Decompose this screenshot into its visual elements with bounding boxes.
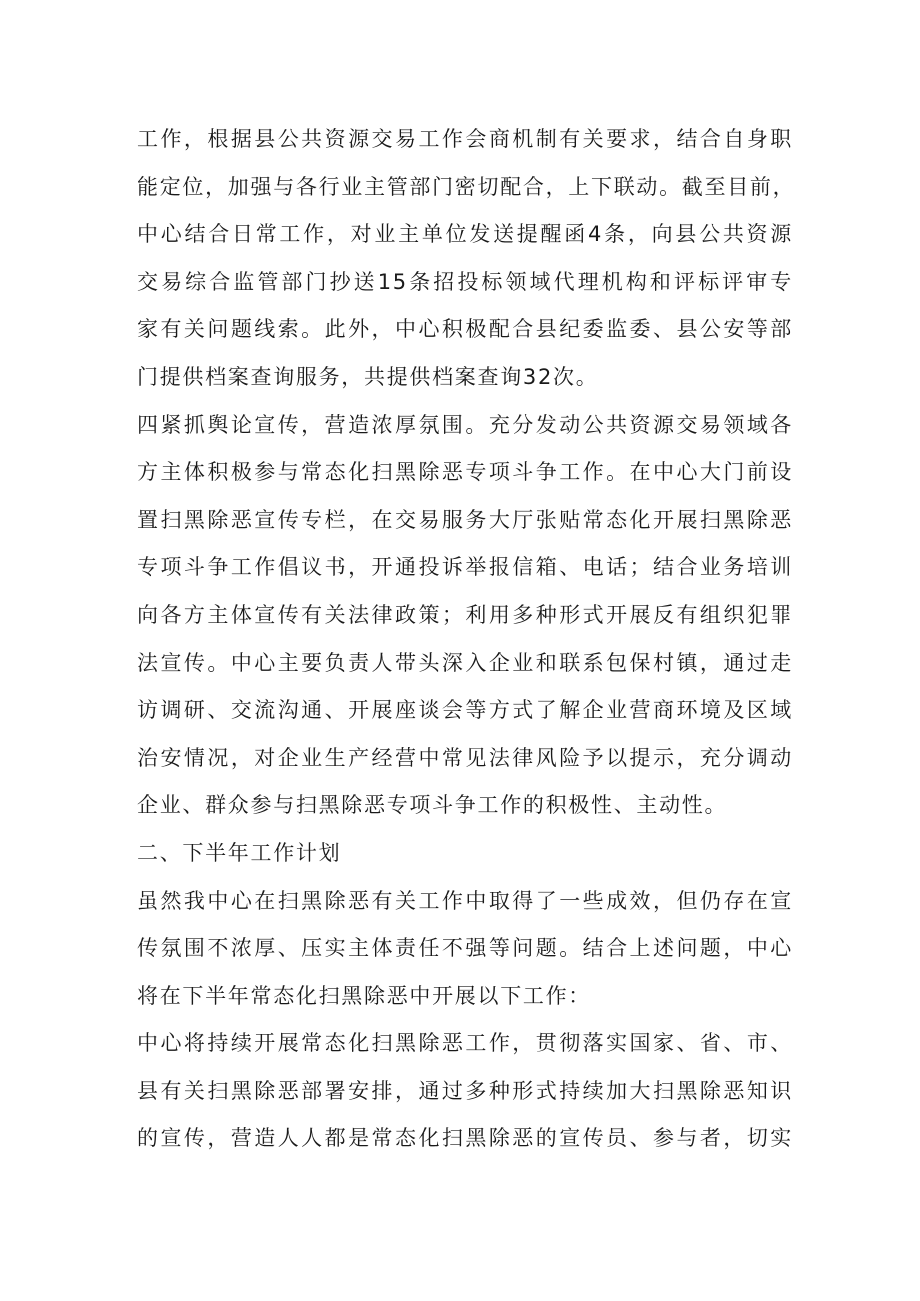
text-line: 家有关问题线索。此外，中心积极配合县纪委监委、县公安等部	[137, 317, 793, 342]
text-line: 四紧抓舆论宣传，营造浓厚氛围。充分发动公共资源交易领域各	[137, 412, 793, 437]
text-line: 治安情况，对企业生产经营中常见法律风险予以提示，充分调动	[137, 745, 793, 770]
paragraph-next-steps	[137, 1020, 793, 1163]
paragraph-cooperation	[137, 116, 796, 402]
text-line: 传氛围不浓厚、压实主体责任不强等问题。结合上述问题，中心	[137, 936, 793, 961]
text-line: 向各方主体宣传有关法律政策；利用多种形式开展反有组织犯罪	[137, 602, 793, 627]
text-line: 中心将持续开展常态化扫黑除恶工作，贯彻落实国家、省、市、	[137, 1031, 793, 1056]
paragraph-problems	[137, 878, 793, 1021]
section-heading: 二、下半年工作计划	[137, 840, 342, 865]
text-line: 交易综合监管部门抄送15条招投标领域代理机构和评标评审专	[137, 269, 793, 294]
text-line: 企业、群众参与扫黑除恶专项斗争工作的积极性、主动性。	[137, 793, 728, 818]
text-line: 能定位，加强与各行业主管部门密切配合，上下联动。截至目前，	[137, 174, 796, 199]
text-line: 法宣传。中心主要负责人带头深入企业和联系包保村镇，通过走	[137, 650, 793, 675]
text-line: 置扫黑除恶宣传专栏，在交易服务大厅张贴常态化开展扫黑除恶	[137, 507, 793, 532]
text-line: 的宣传，营造人人都是常态化扫黑除恶的宣传员、参与者，切实	[137, 1126, 793, 1151]
text-line: 中心结合日常工作，对业主单位发送提醒函4条，向县公共资源	[137, 222, 793, 247]
paragraph-publicity	[137, 402, 793, 830]
text-line: 门提供档案查询服务，共提供档案查询32次。	[137, 364, 599, 389]
text-line: 将在下半年常态化扫黑除恶中开展以下工作：	[137, 983, 591, 1008]
text-line: 访调研、交流沟通、开展座谈会等方式了解企业营商环境及区域	[137, 698, 793, 723]
text-line: 工作，根据县公共资源交易工作会商机制有关要求，结合自身职	[137, 127, 793, 151]
document-body	[137, 116, 796, 1163]
text-line: 县有关扫黑除恶部署安排，通过多种形式持续加大扫黑除恶知识	[137, 1078, 793, 1103]
text-line: 虽然我中心在扫黑除恶有关工作中取得了一些成效，但仍存在宣	[137, 888, 793, 913]
section-heading-plan	[137, 830, 793, 878]
text-line: 方主体积极参与常态化扫黑除恶专项斗争工作。在中心大门前设	[137, 460, 793, 485]
text-line: 专项斗争工作倡议书，开通投诉举报信箱、电话；结合业务培训	[137, 555, 793, 580]
